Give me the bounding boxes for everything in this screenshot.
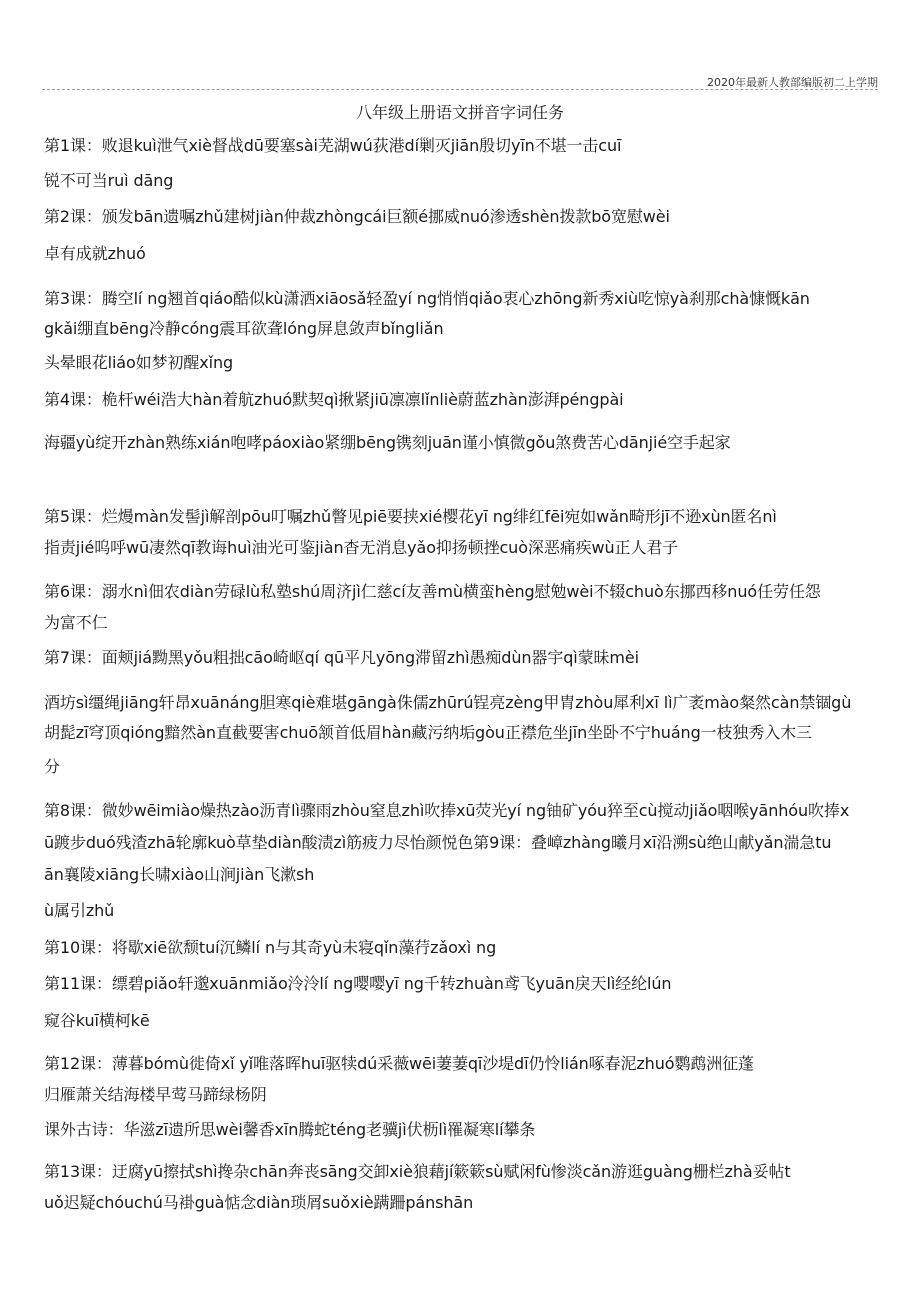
text-line: 酒坊sì缰绳jiāng轩昂xuānáng胆寒qiè难堪gāngà侏儒zhūrú锃亮zèng甲胄zhòu犀利xī lì广袤mào粲然càn禁锢gù: [44, 693, 852, 712]
text-line: 第1课：败退kuì泄气xiè督战dū要塞sài芜湖wú荻港dí剿灭jiān殷切yīn不堪一击cuī: [44, 136, 622, 155]
text-line: 海疆yù绽开zhàn熟练xián咆哮páoxiào紧绷bēng镌刻juān谨小慎微gǒu煞费苦心dānjié空手起家: [44, 433, 731, 452]
text-line: 锐不可当ruì dāng: [44, 171, 174, 190]
text-line: 归雁萧关结海楼早莺马蹄绿杨阴: [44, 1085, 267, 1104]
text-line: 第13课：迂腐yū擦拭shì搀杂chān奔丧sāng交卸xiè狼藉jí簌簌sù赋闲fù惨淡cǎn游逛guàng栅栏zhà妥帖t: [44, 1162, 791, 1181]
text-line: 第6课：溺水nì佃农diàn劳碌lù私塾shú周济jì仁慈cí友善mù横蛮hèng慰勉wèi不辍chuò东挪西移nuó任劳任怨: [44, 582, 821, 601]
text-line: 胡髭zī穹顶qióng黯然àn直截要害chuō颔首低眉hàn藏污纳垢gòu正襟危坐jīn坐卧不宁huáng一枝独秀入木三: [44, 723, 812, 742]
text-line: ù属引zhǔ: [44, 901, 115, 920]
text-line: 第11课：缥碧piǎo轩邈xuānmiǎo泠泠lí ng嘤嘤yī ng千转zhuàn鸢飞yuān戾天lì经纶lún: [44, 974, 672, 993]
text-line: 第7课：面颊jiá黝黑yǒu粗拙cāo崎岖qí qū平凡yōng滞留zhì愚痴dùn器宇qì蒙昧mèi: [44, 648, 640, 667]
text-line: 第2课：颁发bān遗嘱zhǔ建树jiàn仲裁zhòngcái巨额é挪威nuó渗透shèn拨款bō宽慰wèi: [44, 207, 670, 226]
running-header: 2020年最新人教部编版初二上学期: [707, 76, 878, 89]
text-line: gkǎi绷直bēng冷静cóng震耳欲聋lóng屏息敛声bǐngliǎn: [44, 319, 444, 338]
text-line: 第10课：将歇xiē欲颓tuí沉鳞lí n与其奇yù未寝qǐn藻荇zǎoxì ng: [44, 938, 497, 957]
text-line: 为富不仁: [44, 613, 108, 632]
text-line: 卓有成就zhuó: [44, 244, 146, 263]
text-line: ū踱步duó残渣zhā轮廓kuò草垫diàn酸渍zì筋疲力尽怡颜悦色第9课：叠嶂zhàng曦月xī沿溯sù绝山献yǎn湍急tu: [44, 833, 832, 852]
text-line: 指责jié呜呼wū凄然qī教诲huì油光可鉴jiàn杳无消息yǎo抑扬顿挫cuò深恶痛疾wù正人君子: [44, 538, 679, 557]
text-line: 第8课：微妙wēimiào燥热zào沥青lì骤雨zhòu窒息zhì吹捧xū荧光yí ng铀矿yóu猝至cù搅动jiǎo咽喉yānhóu吹捧x: [44, 801, 850, 820]
text-line: 窥谷kuī横柯kē: [44, 1011, 150, 1030]
header-divider: [42, 89, 878, 90]
text-line: 第4课：桅杆wéi浩大hàn着航zhuó默契qì揪紧jiū凛凛lǐnliè蔚蓝zhàn澎湃péngpài: [44, 390, 624, 409]
text-line: 第3课：腾空lí ng翘首qiáo酷似kù潇洒xiāosǎ轻盈yí ng悄悄qiǎo衷心zhōng新秀xiù吃惊yà刹那chà慷慨kān: [44, 289, 810, 308]
text-line: ān襄陵xiāng长啸xiào山涧jiàn飞漱sh: [44, 865, 315, 884]
text-line: 课外古诗：华滋zī遗所思wèi馨香xīn腾蛇téng老骥jì伏枥lì罹凝寒lí攀条: [44, 1120, 536, 1139]
text-line: uǒ迟疑chóuchú马褂guà惦念diàn琐屑suǒxiè蹒跚pánshān: [44, 1193, 474, 1212]
text-line: 第5课：烂熳màn发髻jì解剖pōu叮嘱zhǔ瞥见piē要挟xié樱花yī ng绯红fēi宛如wǎn畸形jī不逊xùn匿名nì: [44, 507, 777, 526]
text-line: 第12课：薄暮bómù徙倚xǐ yǐ唯落晖huī驱犊dú采薇wēi萋萋qī沙堤dī仍怜lián啄春泥zhuó鹦鹉洲征蓬: [44, 1054, 754, 1073]
text-line: 头晕眼花liáo如梦初醒xǐng: [44, 353, 234, 372]
text-line: 分: [44, 757, 60, 776]
page-title: 八年级上册语文拼音字词任务: [355, 103, 564, 122]
